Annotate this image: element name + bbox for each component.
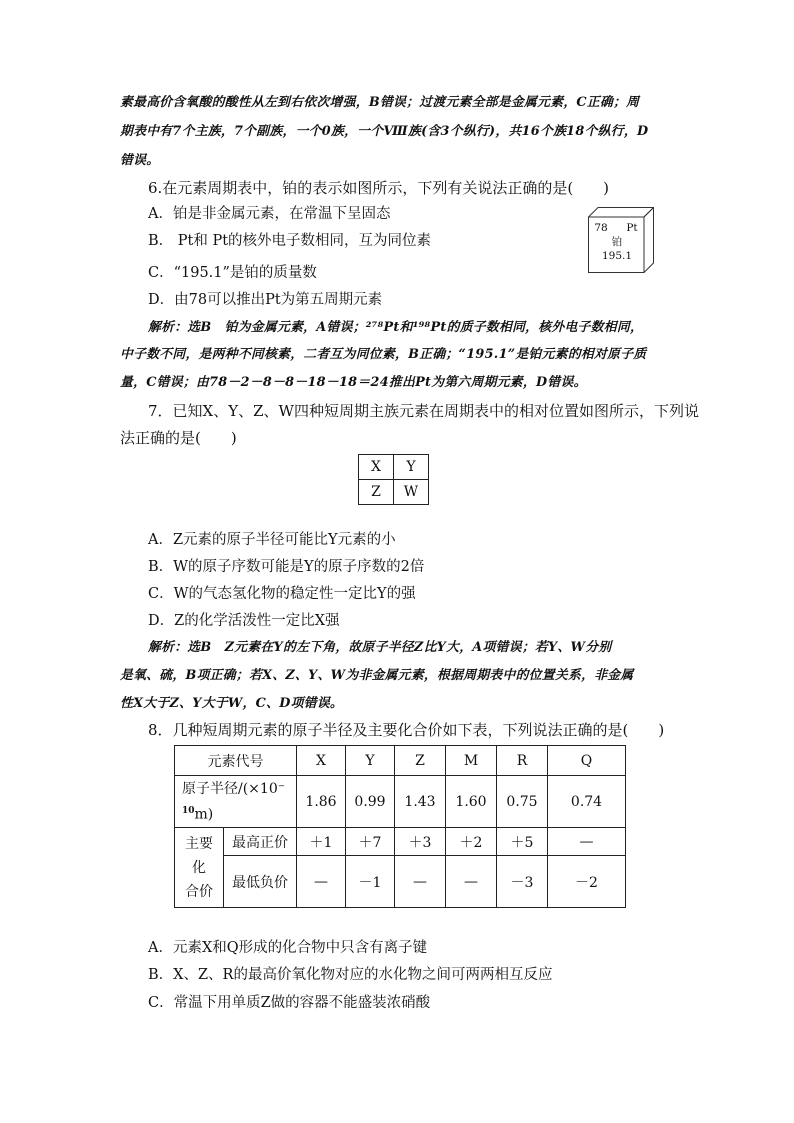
q7-stem-line: 7．已知X、Y、Z、W四种短周期主族元素在周期表中的相对位置如图所示，下列说: [148, 402, 699, 420]
radius-cell: 1.86: [297, 776, 346, 828]
q7-option-b: B．W的原子序数可能是Y的原子序数的2倍: [148, 559, 425, 575]
radius-cell: 0.75: [497, 776, 548, 828]
table-header-cell: R: [497, 746, 548, 776]
q6-option-d: D．由78可以推出Pt为第五周期元素: [148, 292, 383, 308]
q8-option-a: A．元素X和Q形成的化合物中只含有离子键: [148, 940, 428, 956]
element-data-table: [174, 745, 626, 908]
max-valence-label: 最高正价: [224, 828, 297, 856]
table-header-cell: Z: [395, 746, 446, 776]
q6-option-a: A．铂是非金属元素，在常温下呈固态: [148, 206, 391, 222]
prev-explanation-line: 错误。: [120, 153, 160, 168]
platinum-cube-figure: [588, 207, 654, 273]
min-valence-cell: －2: [548, 856, 626, 908]
atomic-number: 78: [594, 222, 608, 234]
radius-cell: 0.74: [548, 776, 626, 828]
max-valence-cell: ＋1: [297, 828, 346, 856]
q7-option-a: A．Z元素的原子半径可能比Y元素的小: [148, 532, 396, 548]
prev-explanation-line: 期表中有7个主族，7个副族，一个0族，一个Ⅷ族(含3个纵行)，共16个族18个纵行，D: [120, 124, 649, 139]
q7-explanation-line: 是氧、硫，B项正确；若X、Z、Y、W为非金属元素，根据周期表中的位置关系，非金属: [120, 668, 634, 683]
q8-option-b: B．X、Z、R的最高价氧化物对应的水化物之间可两两相互反应: [148, 967, 553, 983]
table-header-cell: X: [297, 746, 346, 776]
max-valence-cell: ＋7: [346, 828, 395, 856]
max-valence-cell: ＋2: [446, 828, 497, 856]
table-header-label: 元素代号: [175, 746, 297, 776]
table-header-cell: Y: [346, 746, 395, 776]
radius-label-b: m): [194, 806, 214, 823]
q6-explanation-line: 解析：选B 铂为金属元素，A错误；²⁷⁸Pt和¹⁹⁸Pt的质子数相同，核外电子数相同，: [148, 320, 644, 335]
min-valence-cell: —: [395, 856, 446, 908]
element-name: 铂: [611, 236, 623, 248]
table-header-cell: M: [446, 746, 497, 776]
q6-explanation-line: 中子数不同，是两种不同核素，二者互为同位素，B正确；“195.1”是铂元素的相对原子质: [120, 347, 647, 362]
min-valence-label: 最低负价: [224, 856, 297, 908]
valence-group-label: [175, 828, 224, 908]
max-valence-cell: ＋3: [395, 828, 446, 856]
grid-cell: W: [394, 480, 429, 505]
q8-stem: 8．几种短周期元素的原子半径及主要化合价如下表，下列说法正确的是( ): [148, 721, 665, 739]
q7-explanation-line: 性X大于Z、Y大于W，C、D项错误。: [120, 696, 344, 711]
q7-option-d: D．Z的化学活泼性一定比X强: [148, 613, 340, 629]
q8-option-c: C．常温下用单质Z做的容器不能盛装浓硝酸: [148, 995, 431, 1011]
valence-group-label-line: 合价: [185, 883, 213, 900]
q6-option-c: C．“195.1”是铂的质量数: [148, 265, 317, 281]
grid-cell: Y: [394, 455, 429, 480]
q7-explanation-line: 解析：选B Z元素在Y的左下角，故原子半径Z比Y大，A项错误；若Y、W分别: [148, 640, 612, 655]
element-position-grid: [358, 454, 429, 505]
valence-group-label-line: 主要: [185, 835, 213, 852]
radius-cell: 1.60: [446, 776, 497, 828]
table-header-cell: Q: [548, 746, 626, 776]
radius-label-a: 原子半径/(×10⁻: [182, 780, 286, 797]
q7-option-c: C．W的气态氢化物的稳定性一定比Y的强: [148, 586, 416, 602]
valence-group-label-line: 化: [192, 859, 206, 876]
radius-exponent: 10: [182, 805, 195, 816]
grid-cell: Z: [359, 480, 394, 505]
q6-stem: 6.在元素周期表中，铂的表示如图所示，下列有关说法正确的是( ): [148, 179, 610, 197]
q7-stem-line: 法正确的是( ): [120, 429, 237, 447]
min-valence-cell: —: [446, 856, 497, 908]
max-valence-cell: ＋5: [497, 828, 548, 856]
element-symbol: Pt: [626, 222, 638, 234]
min-valence-cell: －1: [346, 856, 395, 908]
radius-cell: 1.43: [395, 776, 446, 828]
prev-explanation-line: 素最高价含氧酸的酸性从左到右依次增强，B错误；过渡元素全部是金属元素，C正确；周: [120, 95, 640, 110]
atomic-mass: 195.1: [601, 250, 633, 262]
min-valence-cell: —: [297, 856, 346, 908]
q6-explanation-line: 量，C错误；由78－2－8－8－18－18＝24推出Pt为第六周期元素，D错误。: [120, 375, 587, 390]
grid-cell: X: [359, 455, 394, 480]
q6-option-b: B． Pt和 Pt的核外电子数相同，互为同位素: [148, 233, 432, 249]
max-valence-cell: —: [548, 828, 626, 856]
radius-cell: 0.99: [346, 776, 395, 828]
radius-label: [175, 776, 297, 828]
min-valence-cell: －3: [497, 856, 548, 908]
